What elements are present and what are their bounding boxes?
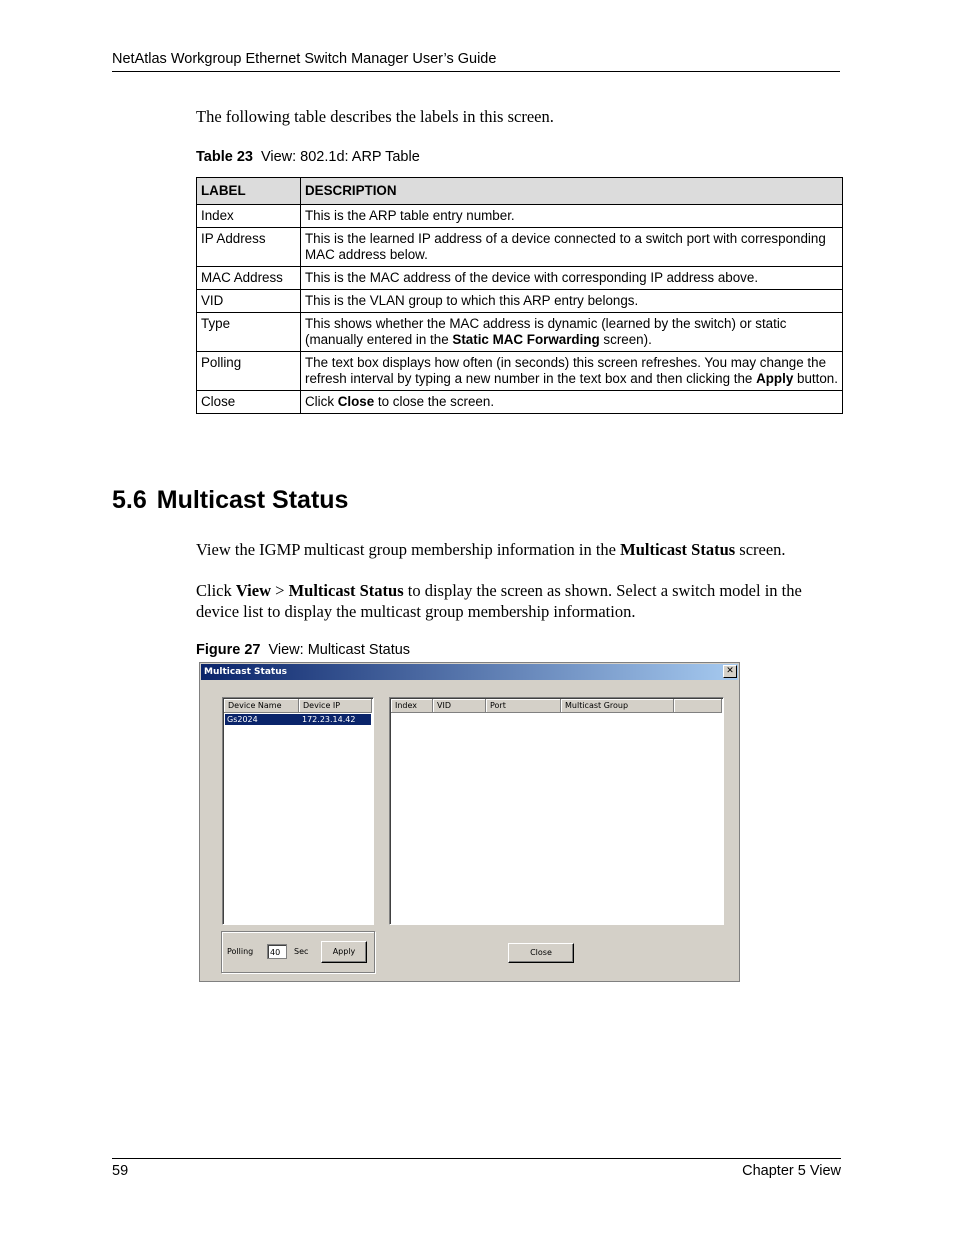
row-description: Click Close to close the screen. bbox=[301, 391, 843, 414]
col-header-vid[interactable]: VID bbox=[433, 699, 486, 713]
table-row bbox=[197, 290, 843, 313]
chapter-label: Chapter 5 View bbox=[742, 1163, 841, 1179]
row-label: Type bbox=[197, 313, 301, 352]
row-label: Index bbox=[197, 205, 301, 228]
intro-text: The following table describes the labels in this screen. bbox=[196, 107, 554, 126]
polling-label: Polling bbox=[227, 947, 254, 956]
page-number: 59 bbox=[112, 1163, 129, 1179]
device-list-header bbox=[224, 699, 372, 713]
row-label: Close bbox=[197, 391, 301, 414]
figure-caption-number: Figure 27 bbox=[196, 642, 261, 658]
table-row bbox=[197, 352, 843, 391]
row-description: The text box displays how often (in seconds) this screen refreshes. You may change the refresh interval by typing a new number in the text box and then clicking the Apply button. bbox=[301, 352, 843, 391]
col-header-label: LABEL bbox=[197, 178, 301, 205]
col-header-device-ip[interactable]: Device IP bbox=[299, 699, 372, 713]
row-description: This shows whether the MAC address is dynamic (learned by the switch) or static (manually entered in the Static MAC Forwarding screen). bbox=[301, 313, 843, 352]
col-header-blank bbox=[674, 699, 722, 713]
col-header-description: DESCRIPTION bbox=[301, 178, 843, 205]
running-footer bbox=[112, 1158, 841, 1179]
row-description: This is the ARP table entry number. bbox=[301, 205, 843, 228]
apply-button[interactable]: Apply bbox=[321, 941, 367, 963]
figure-caption bbox=[196, 642, 410, 658]
section-title bbox=[112, 486, 348, 515]
col-header-multicast-group[interactable]: Multicast Group bbox=[561, 699, 674, 713]
table-row bbox=[197, 267, 843, 290]
section-title-text: Multicast Status bbox=[156, 486, 349, 514]
table-row bbox=[197, 228, 843, 267]
row-description: This is the learned IP address of a device connected to a switch port with corresponding MAC address below. bbox=[301, 228, 843, 267]
table-row bbox=[197, 313, 843, 352]
table-caption-number: Table 23 bbox=[196, 149, 253, 165]
figure-caption-text: View: Multicast Status bbox=[268, 642, 411, 658]
row-label: VID bbox=[197, 290, 301, 313]
row-description: This is the VLAN group to which this ARP entry belongs. bbox=[301, 290, 843, 313]
row-label: IP Address bbox=[197, 228, 301, 267]
paragraph-2: Click View > Multicast Status to display the screen as shown. Select a switch model in the device list to display the multicast group membership information. bbox=[196, 581, 802, 621]
running-header: NetAtlas Workgroup Ethernet Switch Manager User’s Guide bbox=[112, 51, 840, 72]
table-caption-text: View: 802.1d: ARP Table bbox=[260, 149, 420, 165]
table-row bbox=[197, 205, 843, 228]
paragraph-1: View the IGMP multicast group membership information in the Multicast Status screen. bbox=[196, 540, 786, 559]
group-table-header bbox=[391, 699, 722, 713]
row-label: Polling bbox=[197, 352, 301, 391]
dialog-title-bar: Multicast Status bbox=[201, 664, 738, 680]
device-list[interactable] bbox=[222, 697, 374, 925]
close-icon[interactable]: ✕ bbox=[723, 665, 737, 678]
table-row bbox=[197, 391, 843, 414]
polling-input[interactable]: 40 bbox=[267, 944, 287, 959]
col-header-port[interactable]: Port bbox=[486, 699, 561, 713]
polling-group bbox=[221, 931, 375, 973]
device-row[interactable] bbox=[225, 714, 371, 725]
arp-table-description bbox=[196, 177, 843, 414]
row-description: This is the MAC address of the device with corresponding IP address above. bbox=[301, 267, 843, 290]
device-name: Gs2024 bbox=[227, 715, 258, 724]
col-header-index[interactable]: Index bbox=[391, 699, 433, 713]
table-caption bbox=[196, 149, 420, 165]
multicast-group-table[interactable] bbox=[389, 697, 724, 925]
row-label: MAC Address bbox=[197, 267, 301, 290]
multicast-status-dialog bbox=[199, 662, 740, 982]
device-ip: 172.23.14.42 bbox=[302, 715, 356, 724]
polling-unit-label: Sec bbox=[294, 947, 309, 956]
section-number: 5.6 bbox=[112, 486, 147, 514]
col-header-device-name[interactable]: Device Name bbox=[224, 699, 299, 713]
close-button[interactable]: Close bbox=[508, 943, 574, 963]
